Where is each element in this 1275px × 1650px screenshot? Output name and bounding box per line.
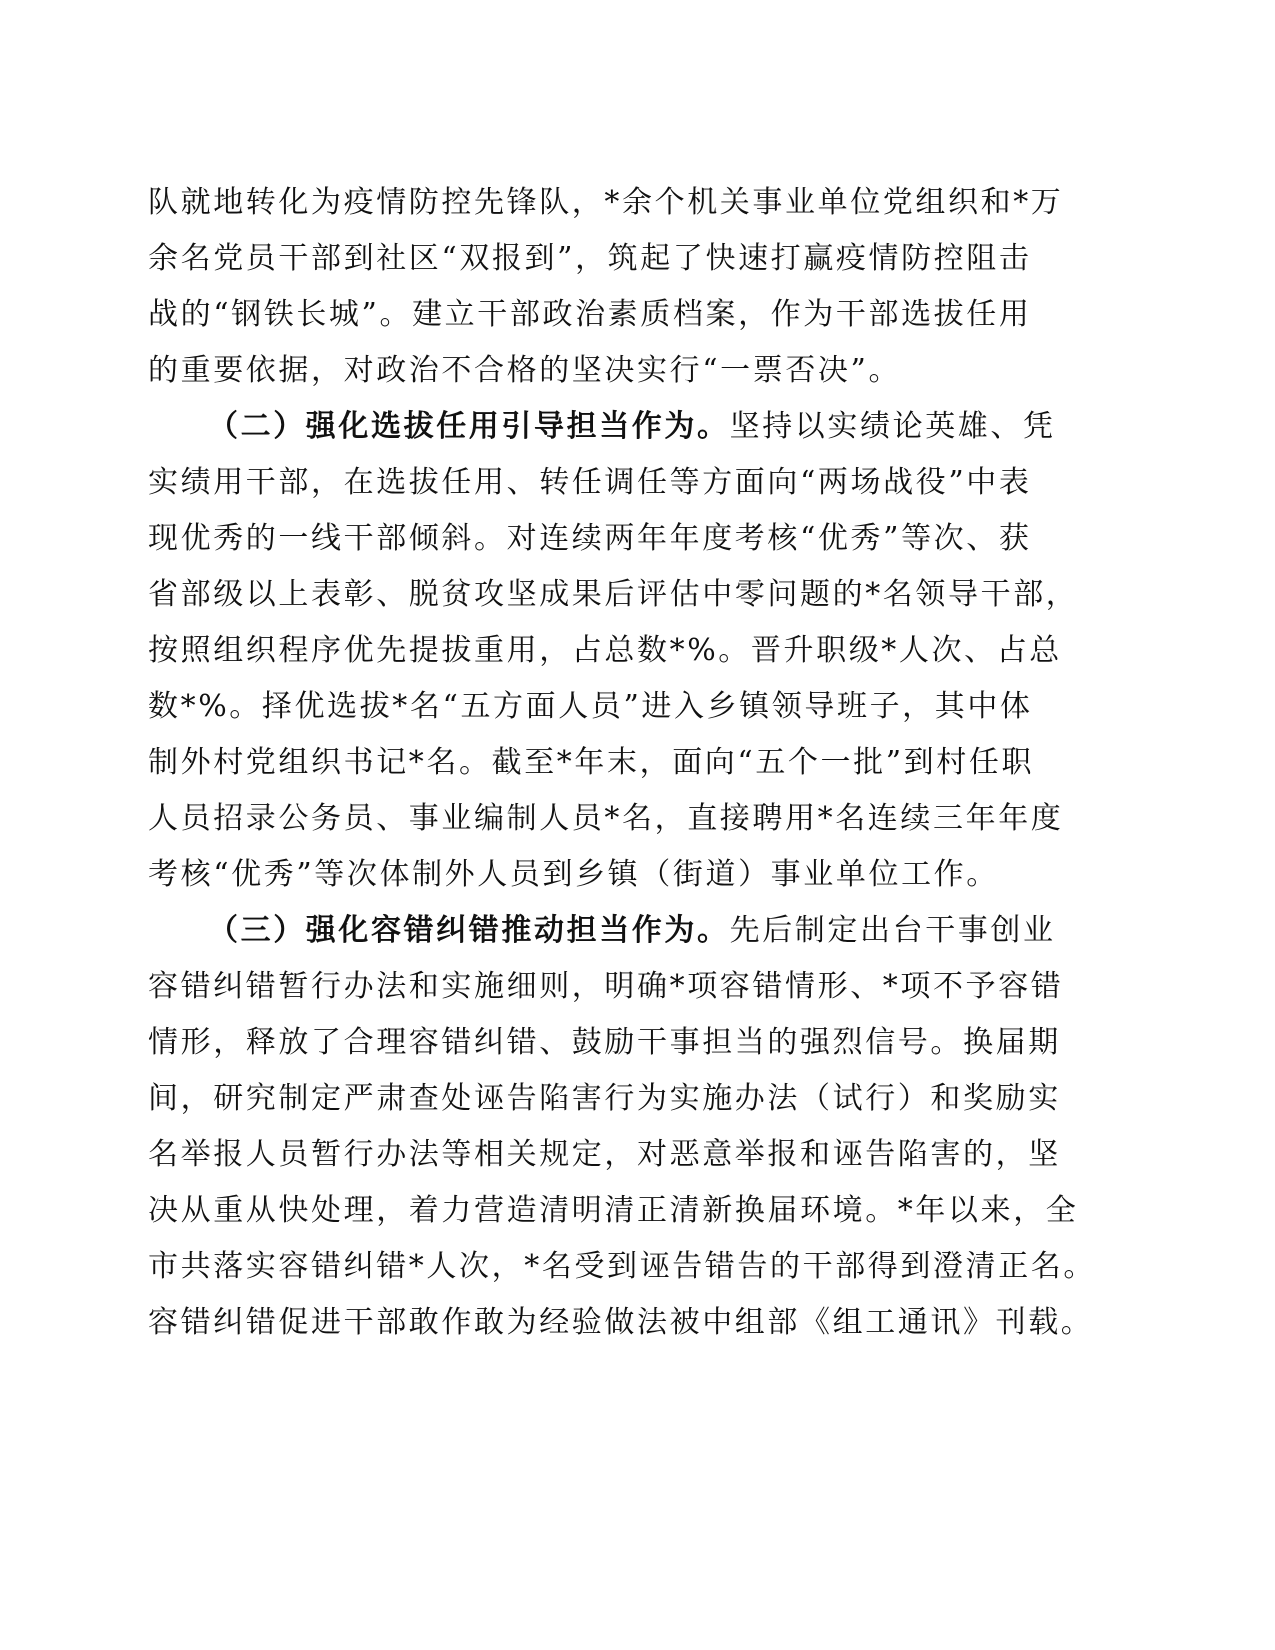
text-line: 间，研究制定严肃查处诬告陷害行为实施办法（试行）和奖励实 [148, 1081, 1061, 1116]
text-line: 市共落实容错纠错*人次，*名受到诬告错告的干部得到澄清正名。 [148, 1249, 1096, 1284]
paragraph-3-first-line [148, 903, 1056, 959]
text-line: 容错纠错暂行办法和实施细则，明确*项容错情形、*项不予容错 [148, 969, 1064, 1004]
text-line: 人员招录公务员、事业编制人员*名，直接聘用*名连续三年年度 [148, 801, 1064, 836]
text-line: 决从重从快处理，着力营造清明清正清新换届环境。*年以来，全 [148, 1193, 1079, 1228]
text-line: 现优秀的一线干部倾斜。对连续两年年度考核“优秀”等次、获 [148, 521, 1032, 556]
text-line: 制外村党组织书记*名。截至*年末，面向“五个一批”到村任职 [148, 745, 1035, 780]
text-line: 数*%。择优选拔*名“五方面人员”进入乡镇领导班子，其中体 [148, 689, 1033, 724]
text-line: 情形，释放了合理容错纠错、鼓励干事担当的强烈信号。换届期 [148, 1025, 1061, 1060]
section-heading-2: （二）强化选拔任用引导担当作为。 [208, 409, 730, 444]
text-line: 战的“钢铁长城”。建立干部政治素质档案，作为干部选拔任用 [148, 297, 1032, 332]
text-span: 先后制定出台干事创业 [729, 913, 1056, 948]
text-line: 按照组织程序优先提拔重用，占总数*%。晋升职级*人次、占总 [148, 633, 1062, 668]
text-line: 考核“优秀”等次体制外人员到乡镇（街道）事业单位工作。 [148, 857, 999, 892]
paragraph-1 [148, 175, 1064, 399]
paragraph-2 [148, 399, 1079, 903]
text-line: 名举报人员暂行办法等相关规定，对恶意举报和诬告陷害的，坚 [148, 1137, 1061, 1172]
text-span: 坚持以实绩论英雄、凭 [729, 409, 1056, 444]
paragraph-3 [148, 903, 1096, 1351]
text-line: 余名党员干部到社区“双报到”，筑起了快速打赢疫情防控阻击 [148, 241, 1032, 276]
paragraph-2-first-line [148, 399, 1056, 455]
text-line: 队就地转化为疫情防控先锋队，*余个机关事业单位党组织和*万 [148, 185, 1064, 220]
text-line: 实绩用干部，在选拔任用、转任调任等方面向“两场战役”中表 [148, 465, 1032, 500]
text-line: 容错纠错促进干部敢作敢为经验做法被中组部《组工通讯》刊载。 [148, 1305, 1094, 1340]
text-line: 的重要依据，对政治不合格的坚决实行“一票否决”。 [148, 353, 902, 388]
document-body [148, 175, 1096, 1351]
text-line: 省部级以上表彰、脱贫攻坚成果后评估中零问题的*名领导干部， [148, 577, 1079, 612]
section-heading-3: （三）强化容错纠错推动担当作为。 [208, 913, 730, 948]
